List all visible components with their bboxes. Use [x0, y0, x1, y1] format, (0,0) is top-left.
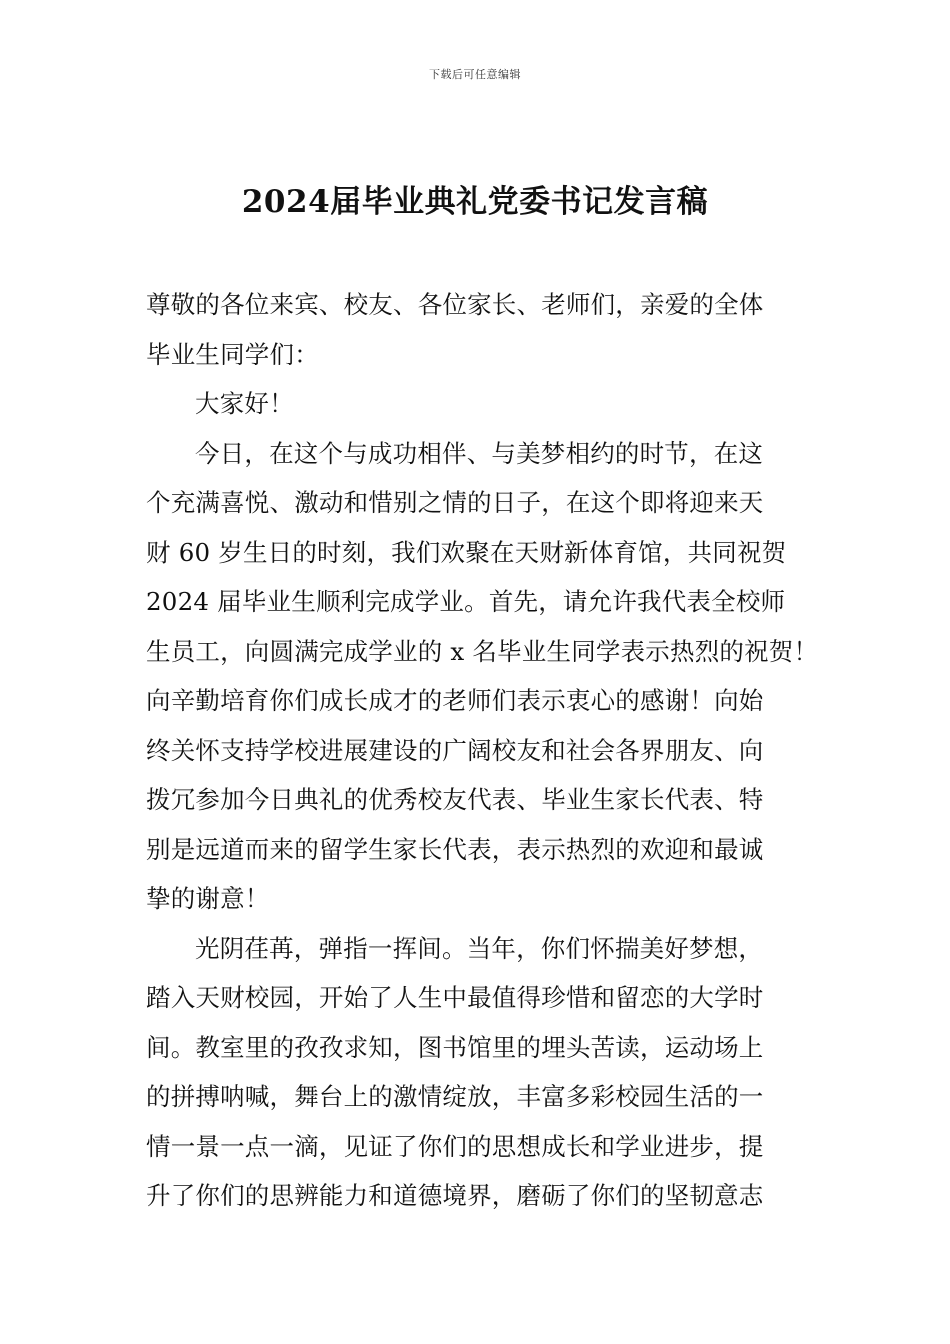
- body-line: 拨冗参加今日典礼的优秀校友代表、毕业生家长代表、特: [146, 785, 764, 814]
- body-line: 挚的谢意！: [146, 884, 270, 913]
- body-line: 升了你们的思辨能力和道德境界，磨砺了你们的坚韧意志: [146, 1181, 764, 1210]
- body-line: 个充满喜悦、激动和惜别之情的日子，在这个即将迎来天: [146, 488, 764, 517]
- body-line: 生员工，向圆满完成学业的 x 名毕业生同学表示热烈的祝贺！: [146, 636, 819, 666]
- body-line: 财 60 岁生日的时刻，我们欢聚在天财新体育馆，共同祝贺: [146, 537, 787, 567]
- page-title: 2024届毕业典礼党委书记发言稿: [241, 184, 709, 220]
- body-line: 踏入天财校园，开始了人生中最值得珍惜和留恋的大学时: [146, 983, 764, 1012]
- body-line: 向辛勤培育你们成长成才的老师们表示衷心的感谢！向始: [146, 686, 764, 715]
- body-line: 2024 届毕业生顺利完成学业。首先，请允许我代表全校师: [146, 587, 786, 616]
- body-line: 别是远道而来的留学生家长代表，表示热烈的欢迎和最诚: [146, 834, 764, 864]
- header-note: 下载后可任意编辑: [429, 68, 521, 81]
- body-line: 间。教室里的孜孜求知，图书馆里的埋头苦读，运动场上: [146, 1032, 764, 1062]
- body-line: 的拼搏呐喊，舞台上的激情绽放，丰富多彩校园生活的一: [146, 1082, 764, 1111]
- body-line: 尊敬的各位来宾、校友、各位家长、老师们，亲爱的全体: [146, 290, 764, 319]
- body-line: 大家好！: [195, 389, 294, 418]
- document-body: [146, 280, 819, 1221]
- body-line: 毕业生同学们：: [146, 339, 319, 369]
- body-line: 光阴荏苒，弹指一挥间。当年，你们怀揣美好梦想，: [195, 933, 764, 963]
- body-line: 终关怀支持学校进展建设的广阔校友和社会各界朋友、向: [146, 735, 764, 765]
- body-line: 今日，在这个与成功相伴、与美梦相约的时节，在这: [195, 438, 764, 468]
- body-line: 情一景一点一滴，见证了你们的思想成长和学业进步，提: [146, 1131, 764, 1161]
